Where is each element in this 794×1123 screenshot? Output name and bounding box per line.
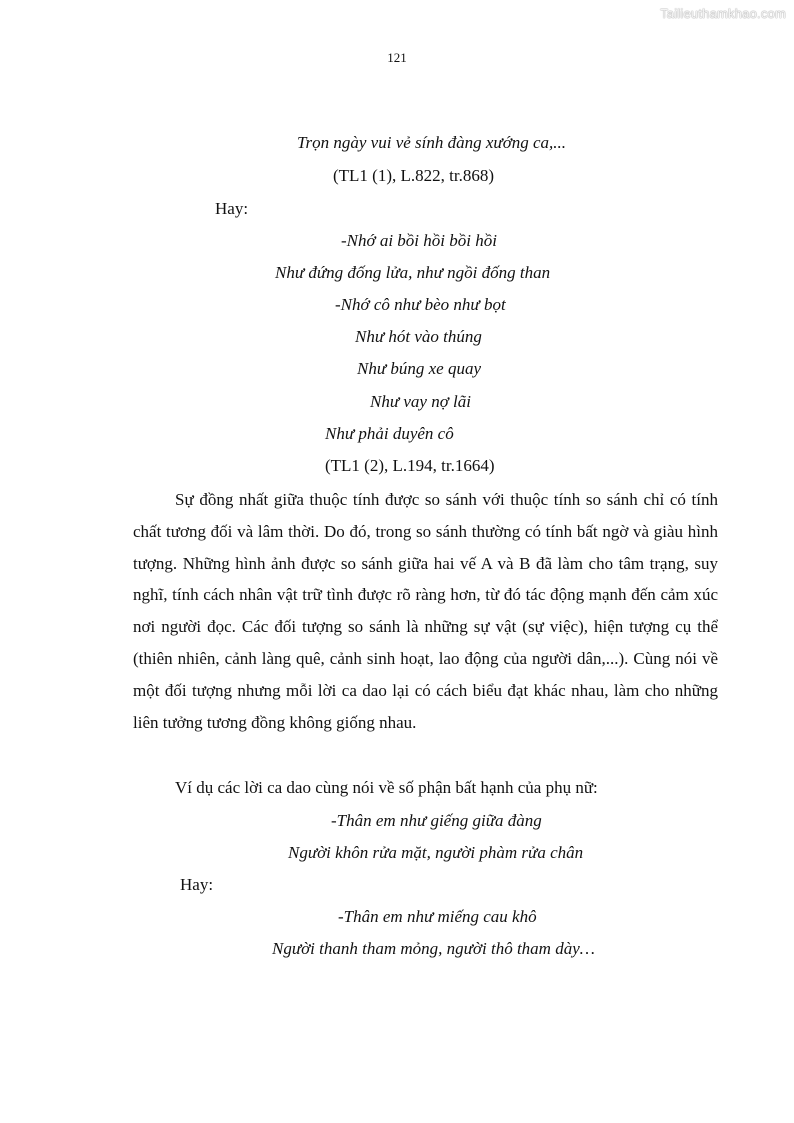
verse-line: Như vay nợ lãi	[370, 392, 471, 411]
citation: (TL1 (1), L.822, tr.868)	[333, 166, 494, 185]
verse-line: -Thân em như miếng cau khô	[338, 907, 537, 926]
connector-hay: Hay:	[215, 199, 249, 218]
verse-line: Như búng xe quay	[357, 359, 481, 378]
watermark: Tailieuthamkhao.com	[660, 6, 786, 21]
verse-line: Như phải duyên cô	[325, 424, 454, 443]
verse-line: -Thân em như giếng giữa đàng	[331, 811, 542, 830]
verse-line: Người khôn rửa mặt, người phàm rửa chân	[288, 843, 584, 862]
verse-line: Trọn ngày vui vẻ sính đàng xướng ca,...	[297, 133, 567, 152]
verse-line: -Nhớ ai bồi hồi bồi hồi	[341, 231, 497, 250]
body-paragraph: Sự đồng nhất giữa thuộc tính được so sánh với thuộc tính so sánh chỉ có tính chất tương đối và lâm thời. Do đó, trong so sánh thường có tính bất ngờ và giàu hình tượng. Những hình ảnh được so sánh giữa hai vế A và B đã làm cho tâm trạng, suy nghĩ, tính cách nhân vật trữ tình được rõ ràng hơn, từ đó tác động mạnh đến cảm xúc nơi người đọc. Các đối tượng so sánh là những sự vật (sự việc), hiện tượng cụ thể (thiên nhiên, cảnh làng quê, cảnh sinh hoạt, lao động của người dân,...). Cùng nói về một đối tượng nhưng mỗi lời ca dao lại có cách biểu đạt khác nhau, làm cho những liên tưởng tương đồng không giống nhau.	[133, 490, 718, 732]
verse-line: Người thanh tham mỏng, người thô tham dày…	[272, 939, 595, 958]
verse-line: Như đứng đống lửa, như ngồi đống than	[275, 263, 551, 282]
citation: (TL1 (2), L.194, tr.1664)	[325, 456, 495, 475]
page-number: 121	[387, 50, 407, 65]
connector-hay: Hay:	[180, 875, 214, 894]
example-intro: Ví dụ các lời ca dao cùng nói về số phận bất hạnh của phụ nữ:	[175, 778, 598, 797]
verse-line: -Nhớ cô như bèo như bọt	[335, 295, 506, 314]
verse-line: Như hót vào thúng	[355, 327, 482, 346]
